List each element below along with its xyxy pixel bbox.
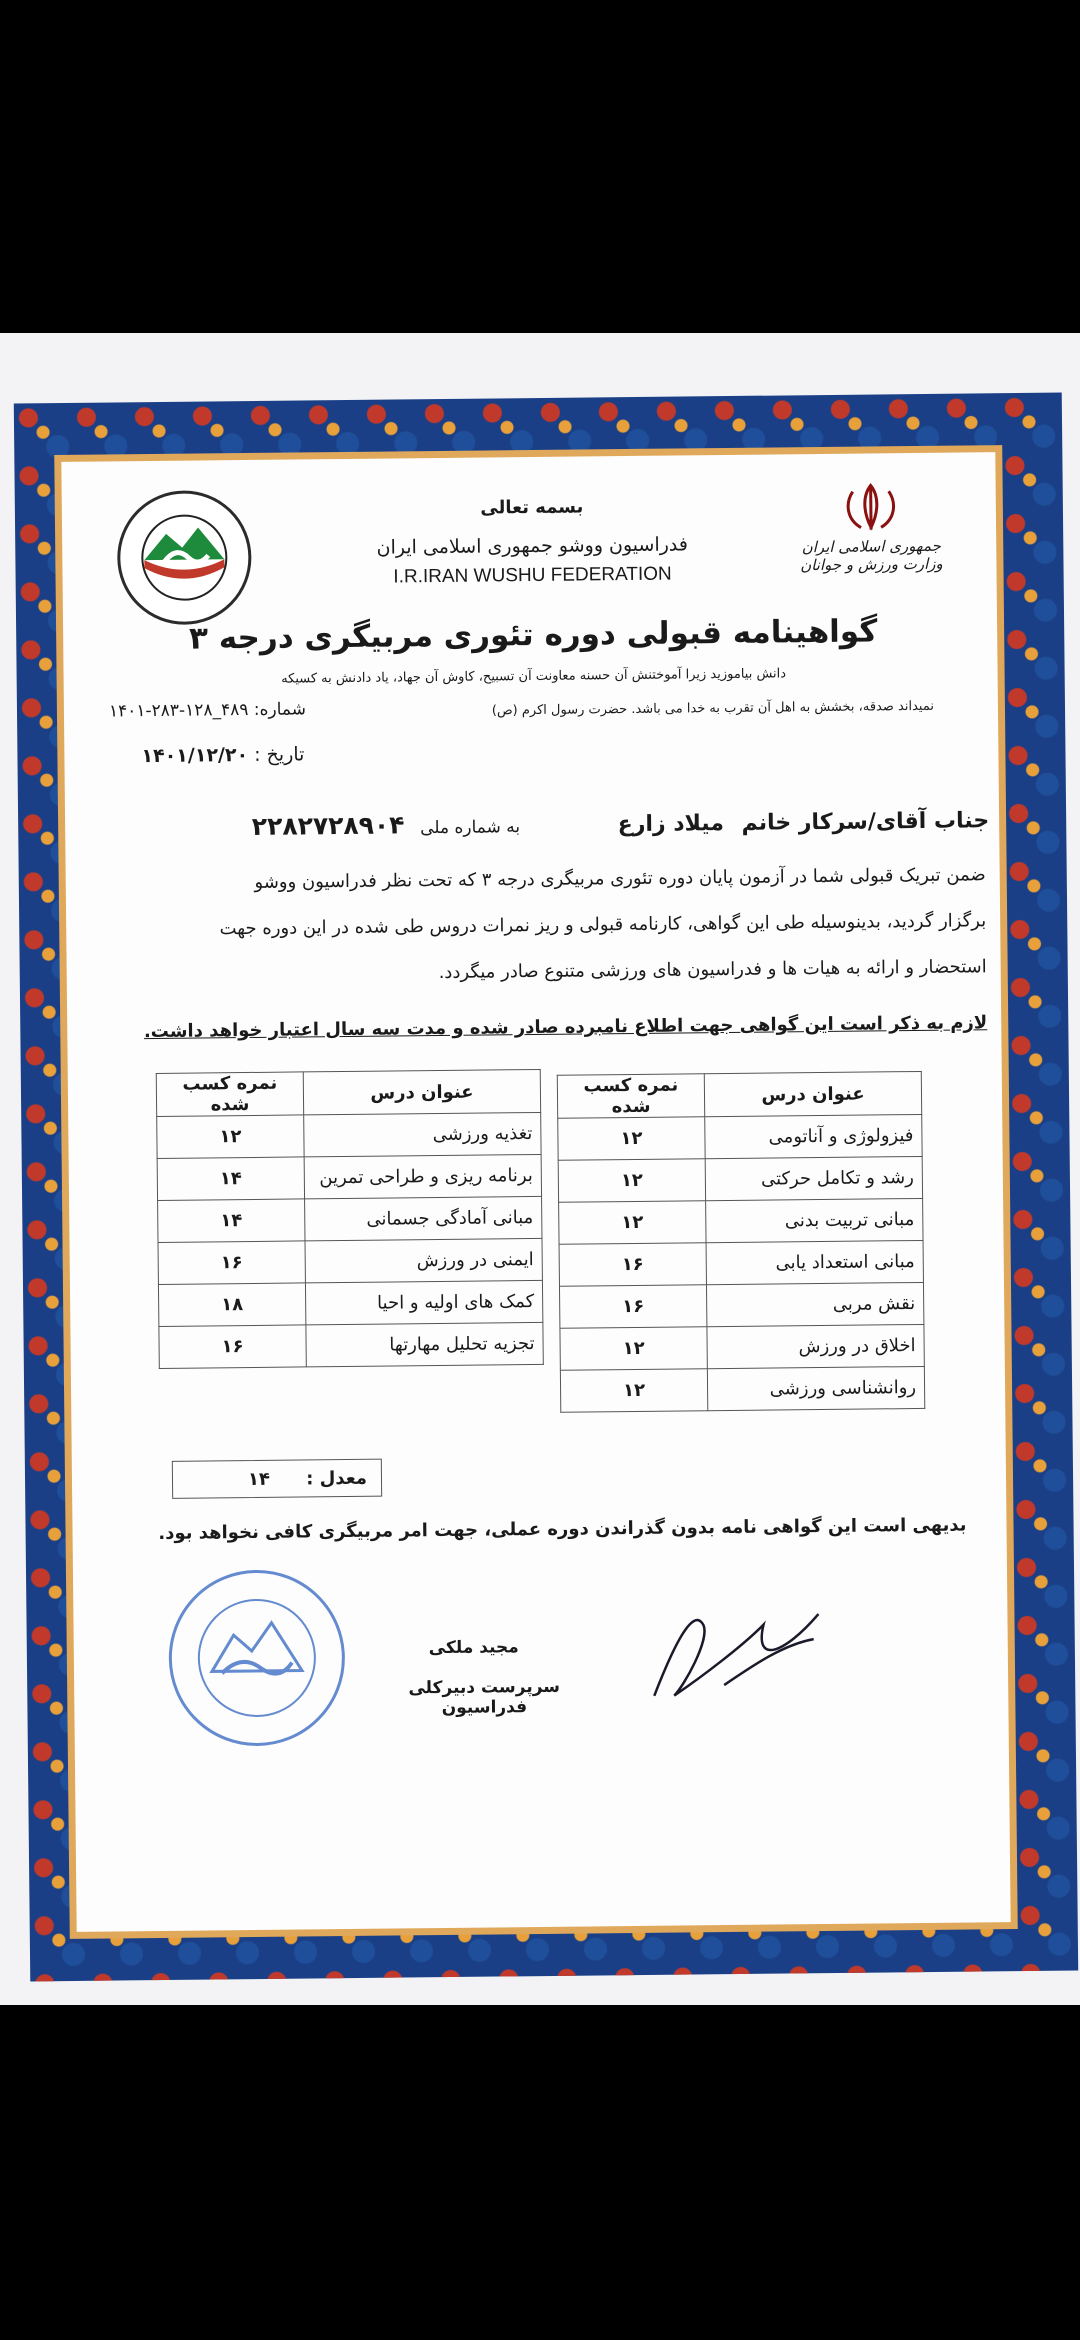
bismillah: بسمه تعالی: [480, 496, 584, 519]
course-name: اخلاق در ورزش: [707, 1324, 924, 1368]
course-score: ۱۲: [558, 1159, 705, 1203]
course-name: مبانی استعداد یابی: [706, 1240, 923, 1284]
seal-stamp-icon: [171, 1572, 343, 1744]
footer-note: بدیهی است این گواهی نامه بدون گذراندن دوره عملی، جهت امر مربیگری کافی نخواهد بود.: [158, 1514, 967, 1544]
certificate-paper: [61, 452, 1010, 1932]
course-score: ۱۴: [157, 1157, 304, 1201]
grades-table-left: [156, 1069, 544, 1369]
iran-emblem-icon: [841, 481, 902, 534]
table-row: [157, 1112, 541, 1158]
course-score: ۱۶: [559, 1285, 706, 1329]
course-name: برنامه ریزی و طراحی تمرین: [304, 1154, 541, 1198]
signature-icon: [633, 1584, 834, 1716]
certificate-title: گواهینامه قبولی دوره تئوری مربیگری درجه ۳: [188, 613, 878, 657]
number-value: ۱۴۰۱-۲۸۳-۱۲۸_۴۸۹: [108, 699, 249, 722]
course-name: تجزیه تحلیل مهارتها: [306, 1322, 543, 1366]
signer-name: مجید ملکی: [428, 1637, 519, 1659]
course-score: ۱۲: [560, 1369, 707, 1413]
course-name: مبانی تربیت بدنی: [706, 1198, 923, 1242]
course-name: روانشناسی ورزشی: [707, 1366, 924, 1410]
national-id: ۲۲۸۲۷۲۸۹۰۴: [251, 810, 405, 841]
recipient-line: [89, 804, 989, 842]
federation-name-fa: فدراسیون ووشو جمهوری اسلامی ایران: [376, 533, 689, 559]
table-row: [560, 1366, 924, 1412]
table-row: [158, 1196, 542, 1242]
national-id-label: به شماره ملی: [420, 817, 521, 839]
table-row: [558, 1156, 922, 1202]
federation-logo: [117, 490, 252, 625]
signer-title: سرپرست دبیرکلی فدراسیون: [408, 1676, 561, 1719]
federation-name-en: I.R.IRAN WUSHU FEDERATION: [393, 563, 672, 588]
table-row: [158, 1280, 542, 1326]
score-header: نمره کسب شده: [156, 1072, 303, 1117]
salutation: جناب آقای/سرکار خانم: [741, 808, 990, 836]
table-row: [159, 1322, 543, 1368]
course-name: کمک های اولیه و احیا: [305, 1280, 542, 1324]
table-row: [157, 1154, 541, 1200]
score-header: نمره کسب شده: [557, 1074, 704, 1119]
validity-notice: لازم به ذکر است این گواهی جهت اطلاع نامبرده صادر شده و مدت سه سال اعتبار خواهد داشت.: [143, 1012, 988, 1043]
course-header: عنوان درس: [303, 1069, 540, 1114]
course-score: ۱۶: [559, 1243, 706, 1287]
course-score: ۱۲: [560, 1327, 707, 1371]
table-row: [559, 1198, 923, 1244]
course-name: رشد و تکامل حرکتی: [705, 1156, 922, 1200]
number-label: شماره:: [253, 699, 307, 720]
course-name: نقش مربی: [706, 1282, 923, 1326]
course-name: فیزولوژی و آناتومی: [705, 1114, 922, 1158]
course-name: ایمنی در ورزش: [305, 1238, 542, 1282]
date-block: [124, 743, 304, 767]
course-score: ۱۲: [559, 1201, 706, 1245]
number-block: [76, 699, 306, 721]
certificate-photo: [0, 333, 1080, 2005]
body-line-1: ضمن تبریک قبولی شما در آزمون پایان دوره تئوری مربیگری درجه ۳ که تحت نظر فدراسیون ووشو: [254, 864, 986, 893]
table-row: [558, 1114, 922, 1160]
table-row: [158, 1238, 542, 1284]
federation-seal: [168, 1569, 346, 1747]
recipient-name: میلاد زارع: [617, 811, 725, 838]
certificate-frame: [54, 445, 1017, 1939]
date-label: تاریخ :: [254, 743, 305, 766]
course-score: ۱۸: [158, 1283, 305, 1327]
body-text: [86, 852, 987, 999]
course-score: ۱۴: [158, 1199, 305, 1243]
ministry-block: [786, 481, 957, 575]
ministry-line-1: جمهوری اسلامی ایران: [801, 536, 941, 557]
date-value: ۱۴۰۱/۱۲/۲۰: [141, 743, 249, 768]
course-score: ۱۲: [558, 1117, 705, 1161]
average-label: معدل :: [306, 1467, 368, 1490]
table-row: [559, 1282, 923, 1328]
body-line-3: استحضار و ارائه به هیات ها و فدراسیون های ورزشی متنوع صادر میگردد.: [438, 956, 987, 984]
table-header: [557, 1071, 921, 1118]
wushu-federation-logo-icon: [124, 497, 245, 618]
average-value: ۱۴: [247, 1468, 271, 1491]
body-line-2: برگزار گردید، بدینوسیله طی این گواهی، کارنامه قبولی و ریز نمرات دروس طی شده در این دوره جهت: [219, 910, 987, 940]
hadith-line-2: نمیداند صدقه، بخشش به اهل آن تقرب به خدا می باشد. حضرت رسول اکرم (ص): [491, 698, 935, 719]
hadith-line-1: دانش بیاموزید زیرا آموختنش آن حسنه معاونت آن تسبیح، کاوش آن جهاد، یاد دادنش به کسیکه: [281, 666, 787, 687]
course-score: ۱۶: [159, 1325, 306, 1369]
course-name: مبانی آمادگی جسمانی: [305, 1196, 542, 1240]
course-name: تغذیه ورزشی: [304, 1112, 541, 1156]
table-row: [559, 1240, 923, 1286]
table-row: [560, 1324, 924, 1370]
grades-table-right: [557, 1071, 926, 1413]
course-header: عنوان درس: [704, 1071, 921, 1116]
table-header: [156, 1069, 540, 1116]
ministry-line-2: وزارت ورزش و جوانان: [800, 554, 943, 575]
course-score: ۱۶: [158, 1241, 305, 1285]
average-box: [172, 1459, 382, 1499]
course-score: ۱۲: [157, 1115, 304, 1159]
